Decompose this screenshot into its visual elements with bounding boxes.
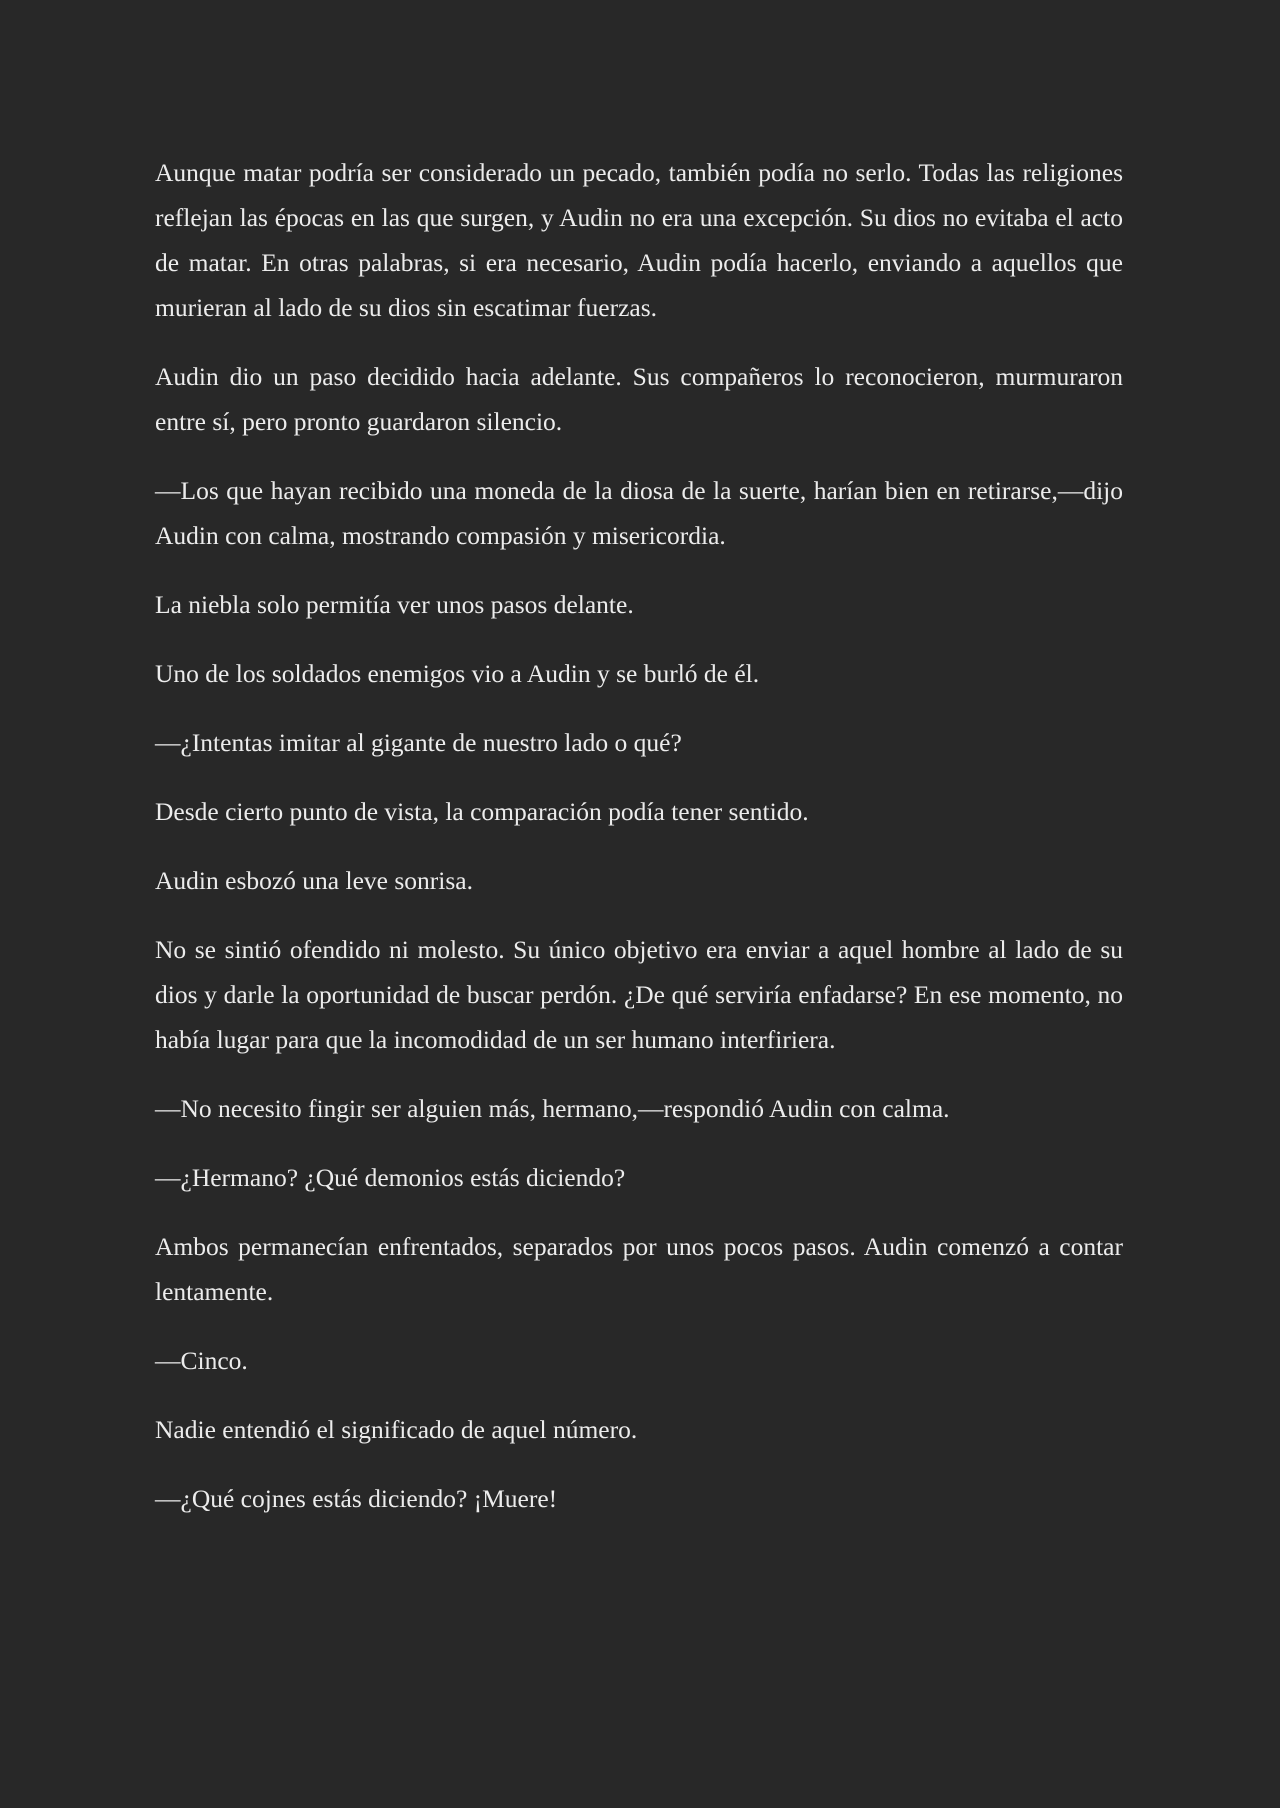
- paragraph: —Los que hayan recibido una moneda de la diosa de la suerte, harían bien en retirarse,—dijo Audin con calma, mostrando compasión y misericordia.: [155, 476, 1123, 550]
- paragraph: Uno de los soldados enemigos vio a Audin y se burló de él.: [155, 659, 760, 688]
- page-text: [155, 150, 1123, 1545]
- paragraph: —Cinco.: [155, 1346, 248, 1375]
- paragraph: Aunque matar podría ser considerado un pecado, también podía no serlo. Todas las religiones reflejan las épocas en las que surgen, y Audin no era una excepción. Su dios no evitaba el acto de matar. En otras palabras, si era necesario, Audin podía hacerlo, enviando a aquellos que murieran al lado de su dios sin escatimar fuerzas.: [155, 158, 1123, 322]
- paragraph: —¿Hermano? ¿Qué demonios estás diciendo?: [155, 1163, 626, 1192]
- paragraph: Audin esbozó una leve sonrisa.: [155, 866, 473, 895]
- paragraph: —¿Qué cojnes estás diciendo? ¡Muere!: [155, 1484, 558, 1513]
- paragraph: —No necesito fingir ser alguien más, hermano,—respondió Audin con calma.: [155, 1094, 950, 1123]
- paragraph: Ambos permanecían enfrentados, separados por unos pocos pasos. Audin comenzó a contar lentamente.: [155, 1232, 1123, 1306]
- paragraph: Desde cierto punto de vista, la comparación podía tener sentido.: [155, 797, 809, 826]
- paragraph: —¿Intentas imitar al gigante de nuestro lado o qué?: [155, 728, 682, 757]
- paragraph: Nadie entendió el significado de aquel número.: [155, 1415, 638, 1444]
- paragraph: La niebla solo permitía ver unos pasos delante.: [155, 590, 634, 619]
- paragraph: Audin dio un paso decidido hacia adelante. Sus compañeros lo reconocieron, murmuraron entre sí, pero pronto guardaron silencio.: [155, 362, 1123, 436]
- paragraph: No se sintió ofendido ni molesto. Su único objetivo era enviar a aquel hombre al lado de su dios y darle la oportunidad de buscar perdón. ¿De qué serviría enfadarse? En ese momento, no había lugar para que la incomodidad de un ser humano interfiriera.: [155, 935, 1123, 1054]
